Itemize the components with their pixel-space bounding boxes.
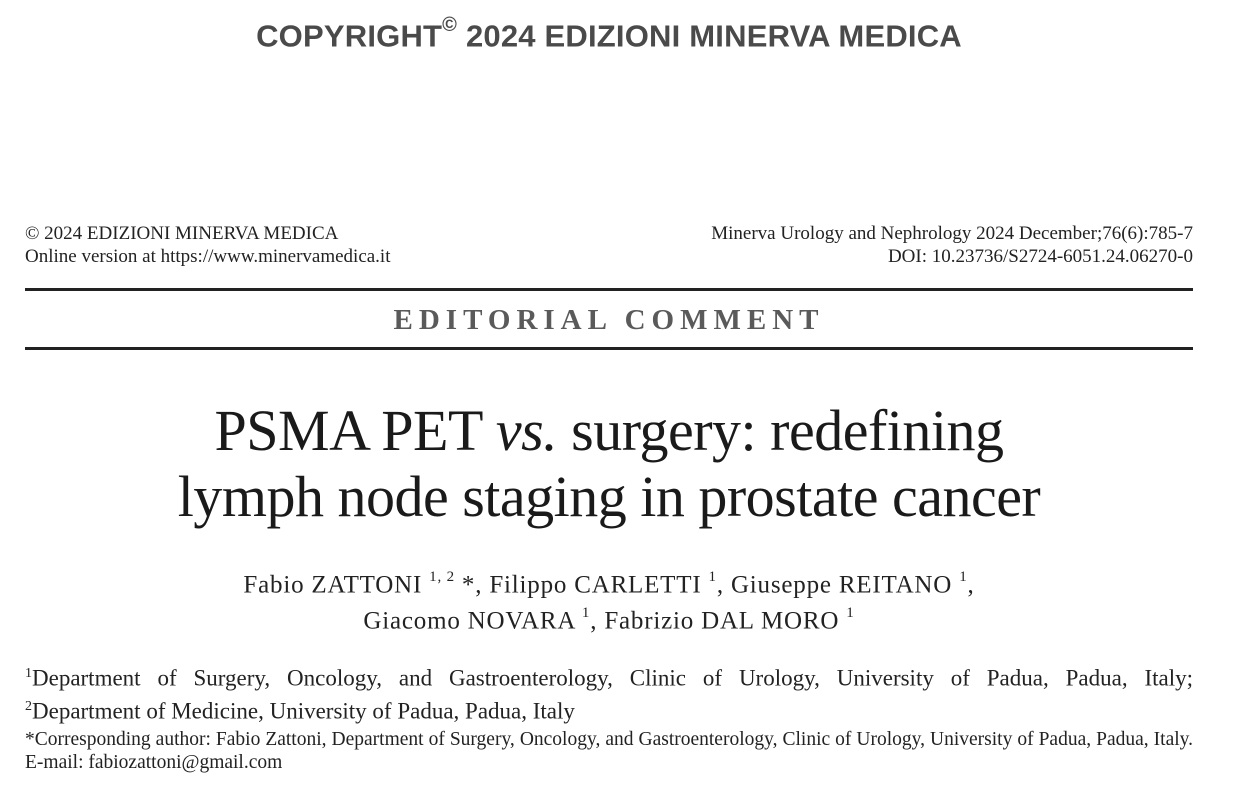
authors-line-1 (0, 564, 1218, 600)
title-italic-vs: vs. (495, 398, 558, 463)
affiliations (25, 660, 1193, 725)
affiliation-item (25, 660, 1193, 693)
author-name: Fabrizio DAL MORO (604, 607, 840, 635)
title-part-1: PSMA PET (214, 398, 496, 463)
article-title (0, 398, 1218, 530)
top-divider (25, 288, 1193, 291)
author-affiliation-marker: 1 (581, 605, 591, 622)
title-line-1 (0, 398, 1218, 464)
copyright-word: COPYRIGHT (256, 18, 443, 54)
title-part-2: surgery: redefining (557, 398, 1004, 463)
journal-citation: Minerva Urology and Nephrology 2024 December;76(6):785-7 (711, 223, 1193, 244)
title-line-2: lymph node staging in prostate cancer (177, 464, 1041, 529)
corresponding-author: *Corresponding author: Fabio Zattoni, Department of Surgery, Oncology, and Gastroenterology, Clinic of Urology, University of Padua, Padua, Italy. E-mail: fabiozattoni@gmail.com (25, 729, 1193, 773)
author-affiliation-marker: 1 (959, 569, 968, 585)
author-affiliation-marker: 1 (708, 569, 717, 585)
doi-link[interactable]: DOI: 10.23736/S2724-6051.24.06270-0 (887, 246, 1193, 267)
author-suffix: , (590, 607, 598, 635)
section-label: EDITORIAL COMMENT (393, 304, 825, 336)
copyright-banner-text: 2024 EDIZIONI MINERVA MEDICA (465, 18, 962, 54)
affiliation-marker: 2 (25, 698, 32, 714)
affiliation-text: Department of Surgery, Oncology, and Gastroenterology, Clinic of Urology, University of Padua, Padua, Italy; (32, 665, 1193, 691)
affiliation-item (25, 693, 1193, 726)
author-list (0, 564, 1218, 637)
author-affiliation-marker: 1, 2 (429, 569, 455, 585)
author-affiliation-marker: 1 (846, 605, 855, 622)
author-name: Filippo CARLETTI (489, 571, 702, 599)
author-suffix: *, (454, 571, 483, 599)
journal-header-right (711, 222, 1193, 268)
author-name: Fabio ZATTONI (243, 571, 423, 599)
authors-line-2 (0, 600, 1218, 636)
author-name: Giacomo NOVARA (363, 607, 575, 635)
author-suffix: , (967, 571, 975, 599)
affiliation-marker: 1 (25, 666, 32, 681)
bottom-divider (25, 347, 1193, 350)
author-name: Giuseppe REITANO (730, 571, 953, 599)
online-version-link[interactable]: Online version at https://www.minervamedica.it (25, 246, 391, 267)
affiliation-text: Department of Medicine, University of Padua, Padua, Italy (32, 698, 575, 724)
author-suffix: , (716, 571, 724, 599)
journal-header-left (25, 222, 391, 268)
publisher-copyright: © 2024 EDIZIONI MINERVA MEDICA (25, 223, 339, 244)
copyright-banner (0, 14, 1218, 54)
copyright-symbol: © (442, 14, 458, 36)
